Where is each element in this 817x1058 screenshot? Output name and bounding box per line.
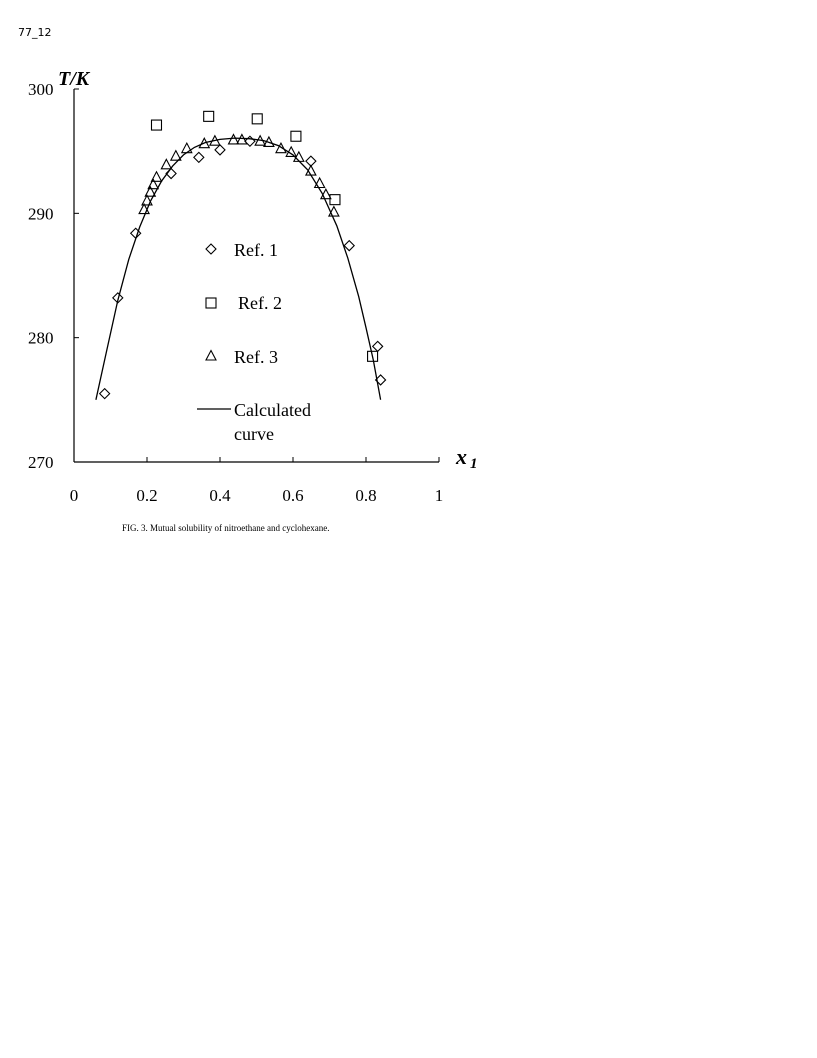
- x-axis-title: [455, 444, 478, 472]
- page-label: 77_12: [18, 26, 52, 39]
- x-tick-label: 0.6: [282, 486, 304, 505]
- square-data-point: [252, 114, 262, 124]
- legend-triangle-icon: [206, 351, 216, 361]
- y-tick-label: 280: [28, 328, 54, 348]
- legend-label: Calculated: [234, 400, 311, 420]
- x-axis-title-subscript: 1: [470, 456, 478, 472]
- legend-label: curve: [234, 424, 274, 444]
- legend-diamond-icon: [206, 244, 216, 254]
- legend-label: Ref. 1: [234, 240, 278, 260]
- square-data-point: [291, 131, 301, 141]
- triangle-data-point: [161, 159, 171, 169]
- diamond-data-point: [245, 136, 255, 146]
- x-tick-label: 0.2: [136, 486, 158, 505]
- diamond-data-point: [100, 389, 110, 399]
- x-axis-title-main: x: [456, 444, 467, 469]
- y-tick-label: 290: [28, 204, 54, 224]
- y-tick-label: 300: [28, 80, 54, 99]
- x-tick-label: 0: [69, 486, 79, 505]
- diamond-data-point: [373, 341, 383, 351]
- x-tick-label: 0.4: [209, 486, 231, 505]
- figure-caption: FIG. 3. Mutual solubility of nitroethane and cyclohexane.: [122, 523, 330, 533]
- triangle-data-point: [229, 134, 239, 144]
- x-tick-label: 0.8: [355, 486, 377, 505]
- triangle-data-point: [182, 143, 192, 153]
- solubility-chart: [0, 0, 817, 520]
- chart-legend: [197, 240, 311, 444]
- square-data-point: [151, 120, 161, 130]
- legend-square-icon: [206, 298, 216, 308]
- y-axis-title: T/K: [58, 68, 90, 90]
- square-data-point: [204, 111, 214, 121]
- y-tick-label: 270: [28, 453, 54, 472]
- diamond-data-point: [344, 241, 354, 251]
- diamond-data-point: [215, 145, 225, 155]
- triangle-data-point: [237, 134, 247, 144]
- square-data-point: [330, 195, 340, 205]
- x-tick-label: 1: [434, 486, 444, 505]
- diamond-data-point: [194, 152, 204, 162]
- legend-label: Ref. 2: [238, 293, 282, 313]
- legend-label: Ref. 3: [234, 347, 278, 367]
